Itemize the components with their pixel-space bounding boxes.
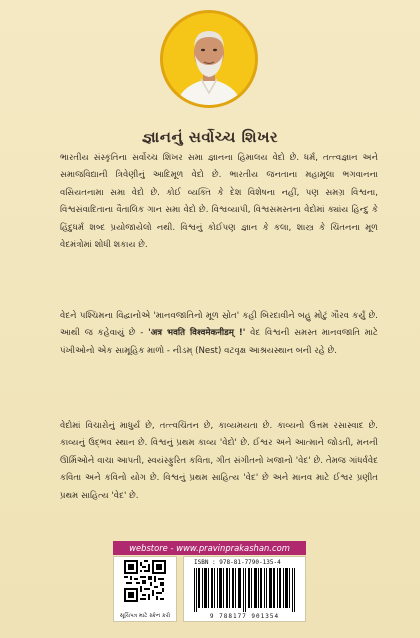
paragraph-vedas-nest [60, 308, 378, 360]
sanskrit-quote: 'अत्र भवति विश्वमेकनीडम् !' [148, 328, 246, 339]
barcode-digits: 9 788177 901354 [209, 613, 280, 620]
author-portrait [160, 10, 258, 108]
back-cover-heading: જ્ઞાનનું સર્વોચ્ચ શિખર [141, 128, 279, 146]
isbn-number: ISBN : 978-81-7790-135-4 [194, 559, 281, 566]
webstore-url-banner[interactable]: webstore - www.pravinprakashan.com [113, 541, 306, 555]
paragraph-vedas-summit: ભારતીય સંસ્કૃતિના સર્વોચ્ચ શિખર સમા જ્ઞાનના હિમાલય વેદો છે. ધર્મ, તત્ત્વજ્ઞાન અને સમાજવિદ્યાની ત્રિવેણીનું આદિમૂળ વેદો છે. ભારતીય જનતાના મહામૂલા ભગવાનના વસિયતનામા સમા વેદો છે. કોઈ વ્યક્તિ કે દેશ વિશેષના નહીં, પણ સમગ્ર વિશ્વના, વિશ્વસંવાદિતાના વૈતાલિક ગાન સમા વેદો છે. વિશ્વવ્યાપી, વિશ્વસમસ્તના વેદોમાં ક્યાંય હિન્દુ કે હિંદુધર્મ શબ્દ પ્રયોજાયેલો નથી. વિશ્વનું કોઈપણ જ્ઞાન કે કલા, શાસ્ત્ર કે ચિંતનના મૂળ વેદમંત્રોમાં શોધી શકાય છે. [60, 153, 378, 251]
author-portrait-image [163, 13, 255, 105]
qr-caption: સૂચિપત્ર માટે સ્કેન કરો [119, 613, 171, 619]
isbn-barcode-box [183, 556, 306, 622]
catalog-qr-box[interactable] [113, 556, 177, 622]
qr-code-icon [124, 560, 166, 602]
paragraph-vedas-nest-text-2: વેદ વિશ્વની સમસ્ત માનવજાતિ માટે પંખીઓનો એક સામૂહિક માળો - નીડમ્ (Nest) વટવૃક્ષ આશ્રયસ્થાન બની રહે છે. [60, 328, 378, 356]
paragraph-vedas-nest-text-1: વેદને પશ્ચિમના વિદ્વાનોએ 'માનવજાતિનો મૂળ સ્રોત' કહી બિરદાવીને બહુ મોટું ગૌરવ કર્યું છે. આથી જ કહેવાયું છે - [60, 311, 378, 339]
paragraph-vedas-poetry: વેદોમાં વિચારોનું માધુર્ય છે, તત્ત્વચિંતન છે, કાવ્યમયતા છે. કાવ્યનો ઉત્તમ રસાસ્વાદ છે. કાવ્યનું ઉદ્ભવ સ્થાન છે. વિશ્વનું પ્રથમ કાવ્ય 'વેદો' છે. ઈશ્વર અને આત્માને જોડતી, મનની ઊર્મિઓને વાચા આપતી, સ્વયંસ્ફુરિત કવિતા, ગીત સંગીતનો ખજાનો 'વેદ' છે. તેમજ ગાંધર્વવેદ કવિતા અને કવિનો યોગ છે. વિશ્વનું પ્રથમ સાહિત્ય 'વેદ' છે અને માનવ માટે ઈશ્વર પ્રણીત પ્રથમ સાહિત્ય 'વેદ' છે. [60, 421, 378, 501]
barcode-icon [194, 568, 297, 612]
